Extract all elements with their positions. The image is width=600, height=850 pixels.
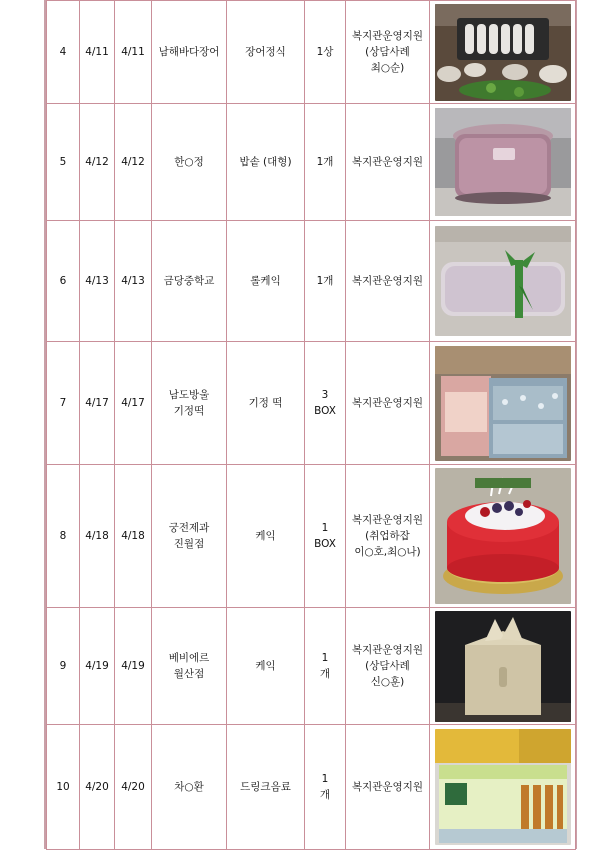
quantity: 1 개	[305, 608, 346, 725]
donated-item: 롤케익	[227, 221, 305, 342]
usage: 복지관운영지원 (상담사례 최○순)	[346, 1, 430, 104]
used-date: 4/19	[115, 608, 152, 725]
rice-cake-boxes-photo	[435, 346, 571, 461]
donation-table	[46, 0, 576, 850]
row-number: 6	[47, 221, 80, 342]
donor-name: 궁전제과 진월점	[152, 465, 227, 608]
donor-name: 남도방울 기정떡	[152, 342, 227, 465]
row-number: 4	[47, 1, 80, 104]
table-row	[47, 104, 576, 221]
drink-gift-set-photo	[435, 729, 571, 845]
eel-meal-photo	[435, 4, 571, 101]
strawberry-cake-photo	[435, 468, 571, 604]
used-date: 4/18	[115, 465, 152, 608]
donor-name: 남해바다장어	[152, 1, 227, 104]
row-number: 8	[47, 465, 80, 608]
donated-item: 기정 떡	[227, 342, 305, 465]
received-date: 4/12	[80, 104, 115, 221]
quantity: 1개	[305, 221, 346, 342]
received-date: 4/19	[80, 608, 115, 725]
table-row	[47, 1, 576, 104]
cake-box-photo	[435, 611, 571, 722]
row-number: 7	[47, 342, 80, 465]
donated-item: 밥솥 (대형)	[227, 104, 305, 221]
row-number: 10	[47, 725, 80, 850]
table-row	[47, 465, 576, 608]
used-date: 4/20	[115, 725, 152, 850]
used-date: 4/12	[115, 104, 152, 221]
received-date: 4/13	[80, 221, 115, 342]
usage: 복지관운영지원	[346, 342, 430, 465]
received-date: 4/18	[80, 465, 115, 608]
usage: 복지관운영지원 (상담사례 신○훈)	[346, 608, 430, 725]
donor-name: 베비에르 월산점	[152, 608, 227, 725]
row-number: 9	[47, 608, 80, 725]
row-number: 5	[47, 104, 80, 221]
quantity: 3 BOX	[305, 342, 346, 465]
donated-item: 드링크음료	[227, 725, 305, 850]
table-row	[47, 725, 576, 850]
table-row	[47, 221, 576, 342]
quantity: 1 BOX	[305, 465, 346, 608]
donated-item: 케익	[227, 465, 305, 608]
received-date: 4/17	[80, 342, 115, 465]
donor-name: 차○환	[152, 725, 227, 850]
donated-item: 장어정식	[227, 1, 305, 104]
table-row	[47, 608, 576, 725]
used-date: 4/13	[115, 221, 152, 342]
used-date: 4/17	[115, 342, 152, 465]
quantity: 1상	[305, 1, 346, 104]
rice-cooker-photo	[435, 108, 571, 216]
donated-item: 케익	[227, 608, 305, 725]
quantity: 1개	[305, 104, 346, 221]
used-date: 4/11	[115, 1, 152, 104]
donor-name: 금당중학교	[152, 221, 227, 342]
quantity: 1 개	[305, 725, 346, 850]
usage: 복지관운영지원 (취업하잡 이○호,최○나)	[346, 465, 430, 608]
table-row	[47, 342, 576, 465]
usage: 복지관운영지원	[346, 221, 430, 342]
received-date: 4/11	[80, 1, 115, 104]
usage: 복지관운영지원	[346, 725, 430, 850]
roll-cake-photo	[435, 226, 571, 336]
donor-name: 한○정	[152, 104, 227, 221]
usage: 복지관운영지원	[346, 104, 430, 221]
received-date: 4/20	[80, 725, 115, 850]
